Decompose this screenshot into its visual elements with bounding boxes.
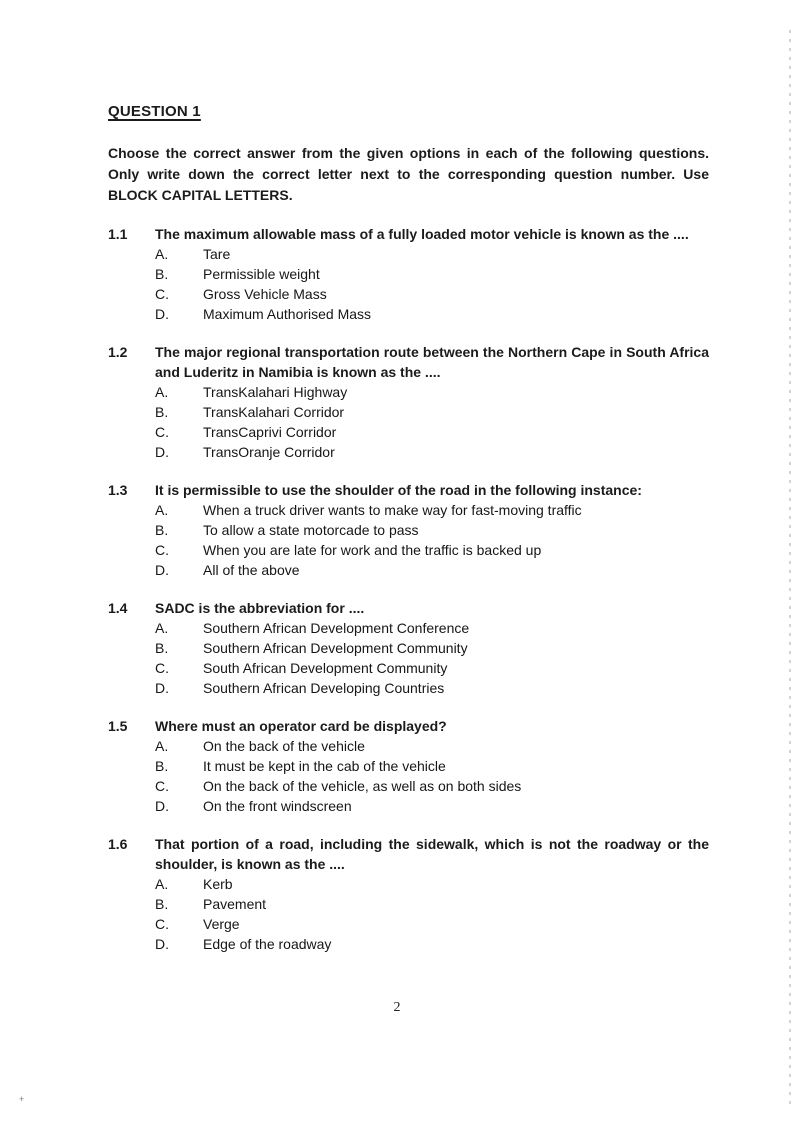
- option-text: All of the above: [203, 562, 300, 578]
- option-text: TransKalahari Highway: [203, 384, 348, 400]
- question-head: [108, 834, 709, 874]
- option-text: Southern African Development Community: [203, 640, 468, 656]
- question-text: SADC is the abbreviation for ....: [155, 600, 365, 616]
- page-number: 2: [393, 1000, 401, 1015]
- question-head: [108, 224, 709, 244]
- option-text: TransKalahari Corridor: [203, 404, 345, 420]
- option-letter: A.: [155, 384, 169, 400]
- option-row: [155, 304, 709, 324]
- question-text: The maximum allowable mass of a fully loaded motor vehicle is known as the ....: [155, 226, 689, 242]
- option-text: Southern African Development Conference: [203, 620, 470, 636]
- option-letter: B.: [155, 522, 169, 538]
- scan-edge-noise: [789, 30, 791, 1110]
- option-letter: D.: [155, 444, 169, 460]
- question-block: [108, 480, 709, 580]
- question-text: Where must an operator card be displayed?: [155, 718, 447, 734]
- option-row: [155, 736, 709, 756]
- instructions-paragraph: Choose the correct answer from the given options in each of the following questions. Only write down the correct letter next to the corresponding question number. Use BLOCK CAPITAL LETTERS.: [108, 145, 709, 203]
- question-text: That portion of a road, including the sidewalk, which is not the roadway or the shoulder, is known as the ....: [155, 836, 709, 872]
- option-letter: D.: [155, 306, 169, 322]
- question-head: [108, 342, 709, 382]
- option-letter: A.: [155, 620, 169, 636]
- option-text: When you are late for work and the traffic is backed up: [203, 542, 542, 558]
- option-text: Kerb: [203, 876, 233, 892]
- option-text: On the back of the vehicle, as well as on both sides: [203, 778, 522, 794]
- option-letter: A.: [155, 876, 169, 892]
- option-text: Edge of the roadway: [203, 936, 332, 952]
- option-row: [155, 382, 709, 402]
- option-letter: A.: [155, 502, 169, 518]
- option-letter: D.: [155, 798, 169, 814]
- option-row: [155, 776, 709, 796]
- option-text: When a truck driver wants to make way for fast-moving traffic: [203, 502, 582, 518]
- option-letter: B.: [155, 640, 169, 656]
- option-text: It must be kept in the cab of the vehicle: [203, 758, 446, 774]
- question-block: [108, 224, 709, 324]
- option-letter: C.: [155, 916, 169, 932]
- option-letter: C.: [155, 424, 169, 440]
- option-letter: A.: [155, 246, 169, 262]
- option-letter: B.: [155, 896, 169, 912]
- question-block: [108, 342, 709, 462]
- option-row: [155, 658, 709, 678]
- option-letter: D.: [155, 680, 169, 696]
- option-row: [155, 894, 709, 914]
- question-section-heading: QUESTION 1: [108, 103, 201, 120]
- question-head: [108, 480, 709, 500]
- question-block: [108, 716, 709, 816]
- question-number: 1.6: [108, 836, 128, 852]
- option-row: [155, 520, 709, 540]
- option-text: Tare: [203, 246, 231, 262]
- option-row: [155, 284, 709, 304]
- option-letter: A.: [155, 738, 169, 754]
- question-number: 1.1: [108, 226, 128, 242]
- option-letter: D.: [155, 562, 169, 578]
- option-text: TransCaprivi Corridor: [203, 424, 337, 440]
- option-row: [155, 914, 709, 934]
- option-row: [155, 678, 709, 698]
- option-row: [155, 422, 709, 442]
- document-page-content: [108, 103, 709, 954]
- option-row: [155, 264, 709, 284]
- option-row: [155, 796, 709, 816]
- question-head: [108, 598, 709, 618]
- question-number: 1.3: [108, 482, 128, 498]
- option-row: [155, 874, 709, 894]
- option-text: Gross Vehicle Mass: [203, 286, 327, 302]
- option-row: [155, 756, 709, 776]
- option-letter: B.: [155, 758, 169, 774]
- option-row: [155, 442, 709, 462]
- option-row: [155, 638, 709, 658]
- option-text: South African Development Community: [203, 660, 448, 676]
- option-text: Permissible weight: [203, 266, 320, 282]
- question-number: 1.2: [108, 344, 128, 360]
- option-letter: C.: [155, 778, 169, 794]
- question-head: [108, 716, 709, 736]
- option-text: Southern African Developing Countries: [203, 680, 445, 696]
- option-row: [155, 618, 709, 638]
- question-text: It is permissible to use the shoulder of the road in the following instance:: [155, 482, 642, 498]
- option-text: On the front windscreen: [203, 798, 352, 814]
- option-text: Pavement: [203, 896, 267, 912]
- option-letter: D.: [155, 936, 169, 952]
- option-text: Verge: [203, 916, 240, 932]
- option-text: To allow a state motorcade to pass: [203, 522, 419, 538]
- option-row: [155, 244, 709, 264]
- question-block: [108, 598, 709, 698]
- option-letter: C.: [155, 660, 169, 676]
- option-text: TransOranje Corridor: [203, 444, 335, 460]
- question-number: 1.4: [108, 600, 128, 616]
- question-text: The major regional transportation route between the Northern Cape in South Africa and Luderitz in Namibia is known as the ....: [155, 344, 709, 380]
- option-text: On the back of the vehicle: [203, 738, 365, 754]
- option-row: [155, 402, 709, 422]
- option-row: [155, 934, 709, 954]
- scan-corner-speck: +: [19, 1094, 25, 1104]
- option-letter: C.: [155, 286, 169, 302]
- option-text: Maximum Authorised Mass: [203, 306, 372, 322]
- option-letter: C.: [155, 542, 169, 558]
- option-letter: B.: [155, 266, 169, 282]
- option-row: [155, 560, 709, 580]
- option-letter: B.: [155, 404, 169, 420]
- option-row: [155, 500, 709, 520]
- option-row: [155, 540, 709, 560]
- question-block: [108, 834, 709, 954]
- question-number: 1.5: [108, 718, 128, 734]
